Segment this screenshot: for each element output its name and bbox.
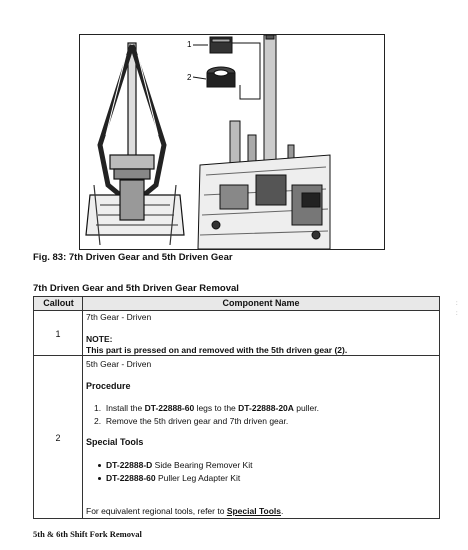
special-tools-link[interactable]: Special Tools xyxy=(226,506,281,516)
row-1-name: 7th Gear - Driven xyxy=(86,312,152,322)
tool-ref-dt-22888-20a: DT-22888-20A xyxy=(238,403,294,413)
section-title: 7th Driven Gear and 5th Driven Gear Removal xyxy=(33,283,239,294)
figure-caption: Fig. 83: 7th Driven Gear and 5th Driven Gear xyxy=(33,252,233,263)
tool-item-2: DT-22888-60 Puller Leg Adapter Kit xyxy=(98,473,240,483)
header-callout: Callout xyxy=(43,298,74,308)
procedure-step-1: 1. Install the DT-22888-60 legs to the DT-22888-20A puller. xyxy=(94,403,319,413)
figure-illustration xyxy=(79,34,385,250)
tool-item-1: DT-22888-D Side Bearing Remover Kit xyxy=(98,460,252,470)
bullet-icon xyxy=(98,464,101,467)
regional-tools-note: For equivalent regional tools, refer to Special Tools. xyxy=(86,506,284,516)
callout-2-label: 2 xyxy=(187,73,192,82)
footer-next-section[interactable]: 5th & 6th Shift Fork Removal xyxy=(33,529,142,539)
special-tools-heading: Special Tools xyxy=(86,437,144,447)
callout-1-label: 1 xyxy=(187,40,192,49)
table-header xyxy=(34,297,439,311)
tool-ref-dt-22888-60: DT-22888-60 xyxy=(144,403,195,413)
row-2-name: 5th Gear - Driven xyxy=(86,359,152,369)
callout-table xyxy=(33,296,440,519)
procedure-heading: Procedure xyxy=(86,381,131,391)
row-1-callout: 1 xyxy=(55,329,61,339)
row-1-note-label: NOTE: xyxy=(86,334,113,344)
row-1-note-text: This part is pressed on and removed with the 5th driven gear (2). xyxy=(86,345,348,355)
header-component-name: Component Name xyxy=(222,298,300,308)
gear-puller-illustration xyxy=(80,35,384,249)
row-2-callout: 2 xyxy=(55,433,61,443)
procedure-step-2: 2. Remove the 5th driven gear and 7th driven gear. xyxy=(94,416,289,426)
bullet-icon xyxy=(98,477,101,480)
